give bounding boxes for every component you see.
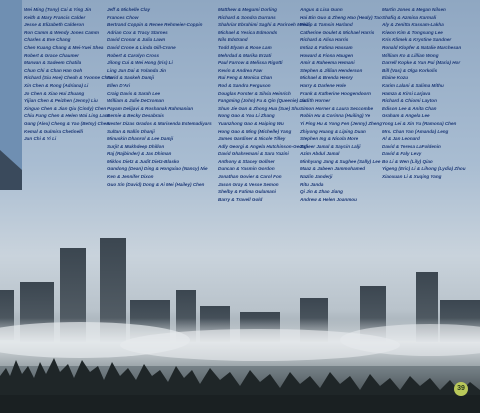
donor-name: Hai Bin Guo & Zheng Hao (Healy) Tao: [300, 14, 382, 20]
donor-name: Robert & Grace Chaumer: [24, 52, 79, 58]
donor-name: Chun Chi & Chan Han Goh: [24, 67, 83, 73]
donor-name: Xin Chen & Rong (Adriana) Li: [24, 82, 89, 88]
donor-name: Adrian Cox & Tracy Starnes: [107, 29, 168, 35]
donor-name: Gang (Alex) Cheng & Yao (Betsy) Chen: [24, 120, 109, 126]
donor-name: Craig Davis & Sarah Lee: [107, 90, 161, 96]
donor-name: William & Julie DeCroman: [107, 98, 164, 104]
donor-name: David Cronar & Julia Lawn: [107, 37, 166, 43]
donor-name: Xinguo Chen & Jian Qiu (Cindy) Chen: [24, 105, 107, 111]
donor-name: Duncan & Yasmin Gordon: [218, 166, 275, 172]
donor-name: Nong Gao & You Li Zhang: [218, 113, 275, 119]
donor-name: Philip & Tamsin Harland: [300, 22, 353, 28]
donor-name: Ronald Klopfer & Natalie Marchesan: [382, 44, 462, 50]
donor-name: Sultan & Nallin Dhanji: [107, 128, 155, 134]
donor-name: Yi Ping Hu & Yong Fen (Jenny) Zheng: [300, 120, 383, 126]
donor-name: Ken & Jennifer Dixon: [107, 174, 154, 180]
donor-name: Ritu Janda: [300, 181, 324, 187]
donor-name: Richard & Alisa Harris: [300, 37, 349, 43]
donor-name: Catherine Goulet & Michael Harris: [300, 29, 375, 35]
donor-name: Matthew & Megumi Dorling: [218, 7, 277, 12]
donor-name: Rod & Sandra Ferguson: [218, 82, 271, 88]
donor-name: Frank & Katherine Hoogendoorn: [300, 90, 371, 96]
donor-name: Ling Jun Dai & Yolanda Jin: [107, 67, 166, 73]
donor-name: Shelby & Fatima Gulamani: [218, 189, 276, 195]
donor-column-3: [218, 6, 310, 203]
donor-column-5: [382, 6, 466, 181]
donor-name: Frances Chow: [107, 14, 139, 20]
donor-name: Stephen & Jillian Henderson: [300, 67, 363, 73]
donor-name: Mrs. Chan Yan (Amanda) Leng: [382, 128, 449, 134]
donor-name: Jonathan Govier & Carol Fon: [218, 174, 282, 180]
donor-name: Elaine Kozu: [382, 75, 409, 81]
donor-name: Al & Jan Leonard: [382, 136, 420, 142]
donor-name: Maaz & Jabeen Jammohamed: [300, 166, 366, 172]
donor-column-1: [24, 6, 113, 143]
donor-name: Hamza & Kirsi Larjava: [382, 90, 431, 96]
donor-name: Jesse & Elizabeth Calderon: [24, 22, 84, 28]
donor-name: James Gardiner & Nicole Tilley: [218, 136, 286, 142]
donor-name: Marwan & Sadeem Chatila: [24, 60, 82, 66]
donor-name: Simon Horner & Laura Seccombe: [300, 105, 374, 111]
donor-name: Xiaoxuan Li & Xuqing Yang: [382, 174, 442, 180]
donor-column-2: [107, 6, 212, 188]
donor-name: Keith & Mary Francis Calder: [24, 14, 86, 20]
donor-name: Richard & Chiomi Layton: [382, 98, 437, 104]
donor-name: Guo Xin (David) Dong & Ai Mei (Hailey) Chen: [107, 181, 205, 187]
donor-name: Gandong (Dean) Ding & Hongxiao (Nancy) Nie: [107, 166, 208, 172]
donor-name: Darrell Kopke & Yun Pui (Maria) Hor: [382, 60, 461, 66]
donor-column-4: [300, 6, 382, 203]
donor-name: Robin Hu & Corinna (Huiling) Ye: [300, 113, 371, 119]
donor-name: David & Teresa LaFoldenin: [382, 143, 441, 149]
donor-name: Yong Lei & Xin Yu (Ramona) Chen: [382, 120, 457, 126]
donor-name: Bernie & Becky Desabrais: [107, 113, 164, 119]
donor-name: Andrew & Helen Joanmou: [300, 196, 357, 202]
donor-name: Jilong Cui & Wei Hong (Iris) Li: [107, 60, 173, 66]
donor-name: Imtiaz & Fatima Hassam: [300, 44, 353, 50]
donor-name: Martin Jones & Megan Nilsen: [382, 7, 446, 12]
donor-name: Shafiq & Azmina Karmali: [382, 14, 437, 20]
donor-name: Yuanzhong Gao & Haiping Wu: [218, 120, 284, 126]
donor-name: Zhiyong Huang & Liping Duan: [300, 128, 366, 134]
donor-name: Todd Elyam & Rose Lam: [218, 44, 272, 50]
donor-name: Harry & Darlene Hole: [300, 82, 346, 88]
donor-name: Farid & Saskeh Damji: [107, 75, 154, 81]
donor-name: Anthony & Stacey Gollner: [218, 158, 275, 164]
donor-name: Kevin & Andrea Faw: [218, 67, 263, 73]
donor-name: Edison Lee & Anita Chan: [382, 105, 437, 111]
donor-name: Chen Kuang Chang & Mei-Yuei Shea: [24, 44, 104, 50]
donor-name: Kiwon Kim & Tongsung Lee: [382, 29, 443, 35]
donor-name: Jeff & Michelle Clay: [107, 7, 151, 12]
donor-name: David Crone & Linda Gill-Crone: [107, 44, 176, 50]
donor-name: Shun Jie Gan & Zhong Hua (Sue) Shu: [218, 105, 300, 111]
donor-name: David Ghahremani & Sara Yazini: [218, 151, 289, 157]
donor-name: Qi Jin & Zhao Jiang: [300, 189, 343, 195]
donor-name: Kris Klimek & Krystine Sandner: [382, 37, 452, 43]
donor-name: Douglas Forster & Silvia Heinrich: [218, 90, 291, 96]
donor-name: Hong Gao & Ming (Michelle) Yang: [218, 128, 292, 134]
donor-name: Nester Dizas Grados & Marisenda Estemadiyars: [107, 120, 212, 126]
donor-name: Fangming (John) Fu & Qin (Queenie) Liu: [218, 98, 307, 104]
donor-name: Yigeng (Eric) Li & Lihong (Lydia) Zhou: [382, 166, 466, 172]
page-number: 39: [454, 382, 468, 396]
donor-name: William Ko & Lillian Wong: [382, 52, 439, 58]
donor-name: David & Faly Levy: [382, 151, 422, 157]
donor-name: Karim Lalani & Salima Mithu: [382, 82, 444, 88]
donor-name: Minuskin Dhanrol & Lee Damji: [107, 136, 174, 142]
donor-name: Mehrdad & Marika Erzati: [218, 52, 272, 58]
donor-name: Graham & Angela Lee: [382, 113, 430, 119]
donor-name: Jun Chi & Yi Li: [24, 136, 57, 142]
donor-name: Yijian Chen & Peizhen (Jenny) Liu: [24, 98, 98, 104]
donor-name: Charles & Eve Chang: [24, 37, 71, 43]
donor-name: Robert & Carolyn Cross: [107, 52, 160, 58]
donor-name: Richard (Siu Hoe) Cheah & Yvonne Chan: [24, 75, 113, 81]
donor-name: Paul Farrow & Melissa Rigotti: [218, 60, 283, 66]
donor-name: Aly & Zenitta Kassam-Lakha: [382, 22, 444, 28]
donor-name: Shahriar Ebrahimi Saghi & Pariroeh Moezi: [218, 22, 310, 28]
donor-name: Michael & Brenda Henry: [300, 75, 353, 81]
donor-name: Kemal & Gulmira Chetinelli: [24, 128, 83, 134]
donor-name: Nils Edstrand: [218, 37, 248, 43]
donor-name: Miklos Dietz & Judit Dietz-Blasko: [107, 158, 180, 164]
donor-name: Surjit & Mukhdeep Dhillon: [107, 143, 165, 149]
donor-name: Amir & Raheema Hemani: [300, 60, 355, 66]
donor-name: Jason Gray & Vesse Semon: [218, 181, 279, 187]
donor-name: Raj (Rajbinder) & Jas Dhiman: [107, 151, 172, 157]
donor-name: Barry & Travell Gold: [218, 196, 263, 202]
donor-name: Bertrand Coppin & Renee Rehmeier-Coppin: [107, 22, 203, 28]
donor-name: Ellen D'Ari: [107, 82, 131, 88]
donor-name: Adly Georgi & Angela Hutchinson-Georgi: [218, 143, 308, 149]
donor-name: Jo Chen & Xiao Hui Zhuang: [24, 90, 85, 96]
donor-name: Azim Abdul Jamal: [300, 151, 340, 157]
donor-name: Richard & Sondra Durrans: [218, 14, 276, 20]
donor-name: Howard & Fiona Haugen: [300, 52, 354, 58]
donor-name: Ron Camm & Wendy Jones Camm: [24, 29, 99, 35]
donor-name: Rui Feng & Monica Chan: [218, 75, 273, 81]
donor-name: Michael & Yesica Edmonds: [218, 29, 278, 35]
donor-name: Zaheer Jamal & Saycin Lalji: [300, 143, 361, 149]
donor-name: Wei Ming (Tony) Cai & Ying Jin: [24, 7, 92, 12]
donor-name: Stephen Ing & Nicola More: [300, 136, 359, 142]
donor-name: Minhyung Jang & Sughee (Sally) Lee: [300, 158, 381, 164]
donor-name: Payam Delijavi & Roshanak Rahmanian: [107, 105, 194, 111]
donor-name: Judith Horner: [300, 98, 331, 104]
donor-name: Nazlin Janderji: [300, 174, 333, 180]
donor-name: Chiu Fung Chen & Helen Wai Ling Lam: [24, 113, 109, 119]
donor-name: Angus & Lisa Gunn: [300, 7, 343, 12]
donor-name: Bill (Vas) & Olga Korkolis: [382, 67, 438, 73]
donor-name: Bo Li & Wen (Lily) Qiao: [382, 158, 433, 164]
